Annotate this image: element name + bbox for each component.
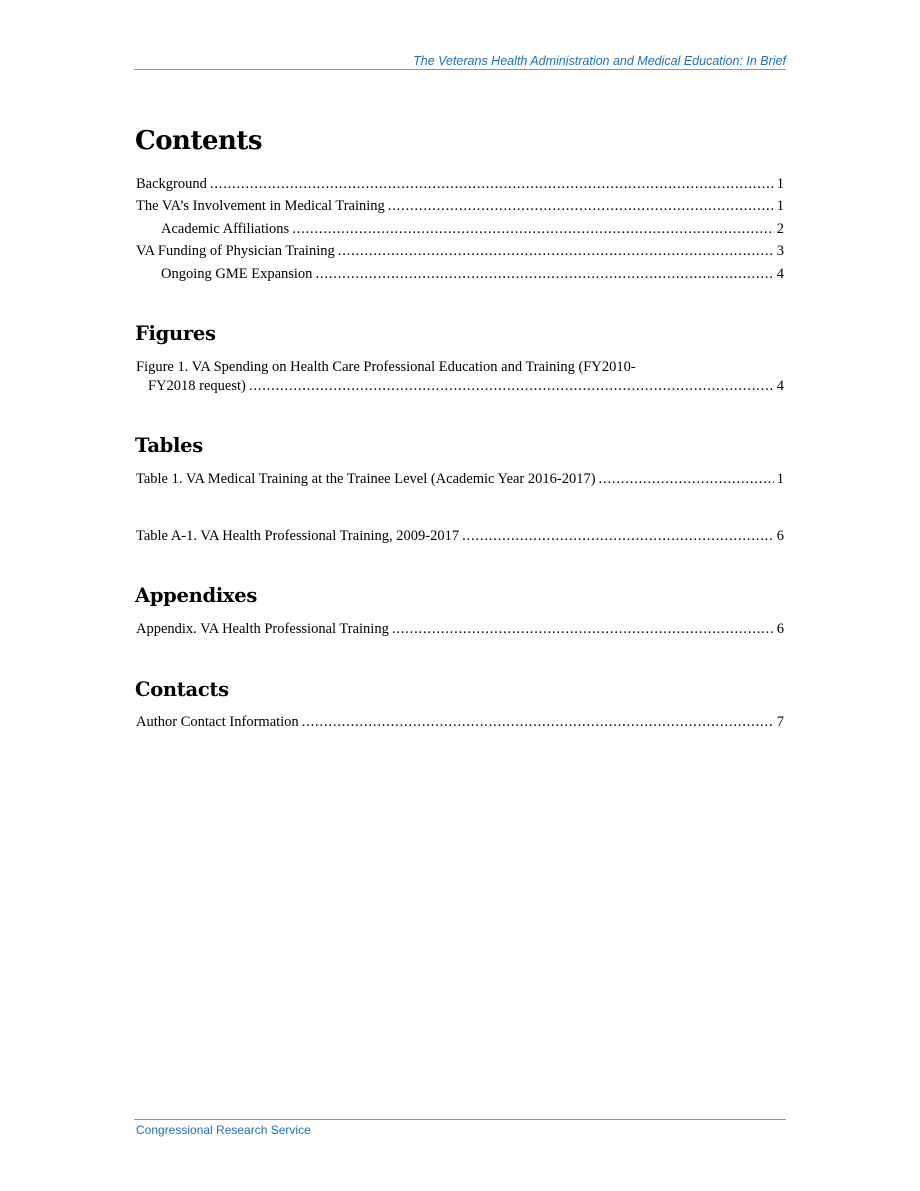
tables-heading: Tables [135, 434, 203, 457]
toc-entry-background[interactable] [136, 175, 784, 193]
toc-page-number: 2 [776, 221, 784, 237]
toc-entry-table-a-1[interactable] [136, 527, 784, 545]
toc-dot-leader [249, 377, 774, 395]
toc-entry-label: Academic Affiliations [161, 221, 290, 237]
toc-entry-label: Author Contact Information [136, 714, 299, 730]
toc-entry-label: Appendix. VA Health Professional Training [136, 621, 389, 637]
toc-entry-label: VA Funding of Physician Training [136, 243, 335, 259]
toc-dot-leader [210, 175, 774, 193]
header-divider [134, 69, 786, 70]
toc-dot-leader [338, 242, 774, 260]
toc-dot-leader [462, 527, 774, 545]
toc-page-number: 1 [776, 176, 784, 192]
toc-entry-va-involvement[interactable] [136, 197, 784, 215]
toc-entry-gme-expansion[interactable] [161, 265, 784, 283]
toc-entry-label: Table 1. VA Medical Training at the Trainee Level (Academic Year 2016-2017) [136, 471, 596, 487]
contents-heading: Contents [135, 126, 263, 156]
toc-entry-label: Ongoing GME Expansion [161, 266, 313, 282]
footer-divider [134, 1119, 786, 1120]
toc-page-number: 3 [776, 243, 784, 259]
running-header-title: The Veterans Health Administration and Medical Education: In Brief [413, 54, 786, 68]
toc-page-number: 6 [776, 621, 784, 637]
toc-dot-leader [599, 470, 774, 488]
toc-figure-1-title-line[interactable]: Figure 1. VA Spending on Health Care Professional Education and Training (FY2010- [136, 359, 636, 375]
toc-dot-leader [302, 713, 774, 731]
toc-entry-academic-affiliations[interactable] [161, 220, 784, 238]
toc-dot-leader [392, 620, 774, 638]
appendixes-heading: Appendixes [135, 584, 258, 607]
toc-page-number: 1 [776, 198, 784, 214]
toc-entry-label: Table A-1. VA Health Professional Training, 2009-2017 [136, 528, 460, 544]
figures-heading: Figures [135, 322, 216, 345]
toc-entry-appendix[interactable] [136, 620, 784, 638]
toc-page-number: 7 [776, 714, 784, 730]
toc-entry-label: Background [136, 176, 207, 192]
toc-page-number: 6 [776, 528, 784, 544]
toc-page-number: 1 [776, 471, 784, 487]
toc-entry-va-funding[interactable] [136, 242, 784, 260]
toc-page-number: 4 [776, 378, 784, 394]
running-footer-publisher: Congressional Research Service [136, 1123, 311, 1137]
toc-dot-leader [315, 265, 773, 283]
toc-dot-leader [292, 220, 774, 238]
toc-entry-label: The VA’s Involvement in Medical Training [136, 198, 385, 214]
toc-page-number: 4 [776, 266, 784, 282]
toc-entry-table-1[interactable] [136, 470, 784, 488]
toc-entry-figure-1[interactable] [148, 377, 784, 395]
toc-entry-author-contact[interactable] [136, 713, 784, 731]
contacts-heading: Contacts [135, 678, 229, 701]
toc-entry-label: FY2018 request) [148, 378, 246, 394]
toc-dot-leader [388, 197, 774, 215]
